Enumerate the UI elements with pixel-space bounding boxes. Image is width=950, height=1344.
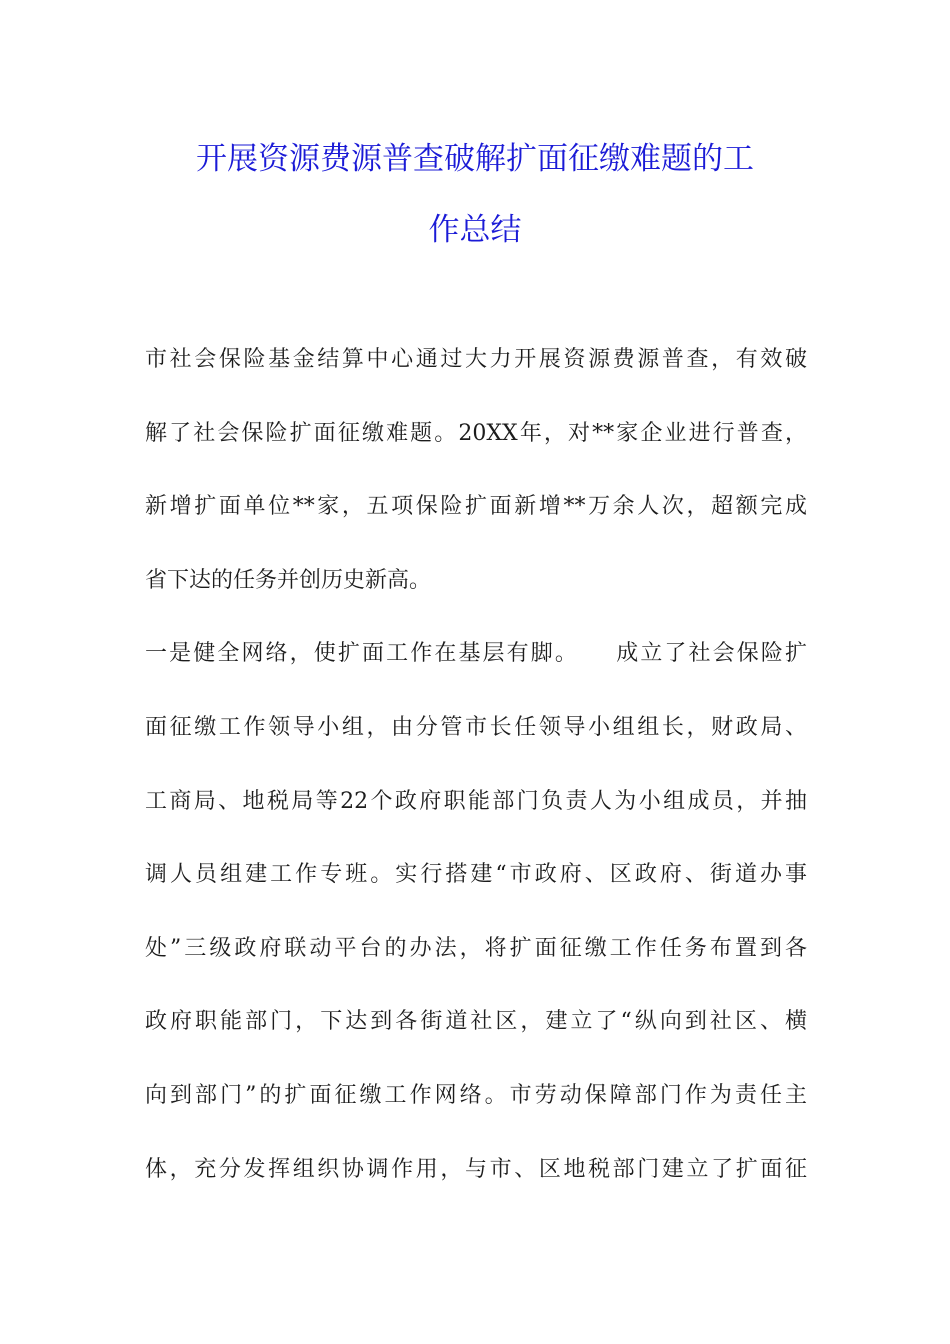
document-body <box>145 342 807 1225</box>
body-line: 体，充分发挥组织协调作用，与市、区地税部门建立了扩面征 <box>145 1156 807 1182</box>
body-line: 省下达的任务并创历史新高。 <box>145 567 432 593</box>
document-title-line-2: 作总结 <box>428 212 522 248</box>
document-title-line-1: 开展资源费源普查破解扩面征缴难题的工 <box>196 141 754 177</box>
body-line: 面征缴工作领导小组，由分管市长任领导小组组长，财政局、 <box>145 714 807 740</box>
body-line: 一是健全网络，使扩面工作在基层有脚。 成立了社会保险扩 <box>145 641 807 667</box>
body-line: 市社会保险基金结算中心通过大力开展资源费源普查，有效破 <box>145 347 807 372</box>
body-line: 政府职能部门，下达到各街道社区，建立了“纵向到社区、横 <box>145 1009 807 1035</box>
body-line: 向到部门”的扩面征缴工作网络。市劳动保障部门作为责任主 <box>145 1082 807 1108</box>
body-line: 解了社会保险扩面征缴难题。20XX年，对**家企业进行普查， <box>145 420 807 446</box>
body-line: 调人员组建工作专班。实行搭建“市政府、区政府、街道办事 <box>145 862 807 888</box>
body-line: 处”三级政府联动平台的办法，将扩面征缴工作任务布置到各 <box>145 935 807 961</box>
body-line: 新增扩面单位**家，五项保险扩面新增**万余人次，超额完成 <box>145 494 807 520</box>
body-line: 工商局、地税局等22个政府职能部门负责人为小组成员，并抽 <box>145 788 807 814</box>
